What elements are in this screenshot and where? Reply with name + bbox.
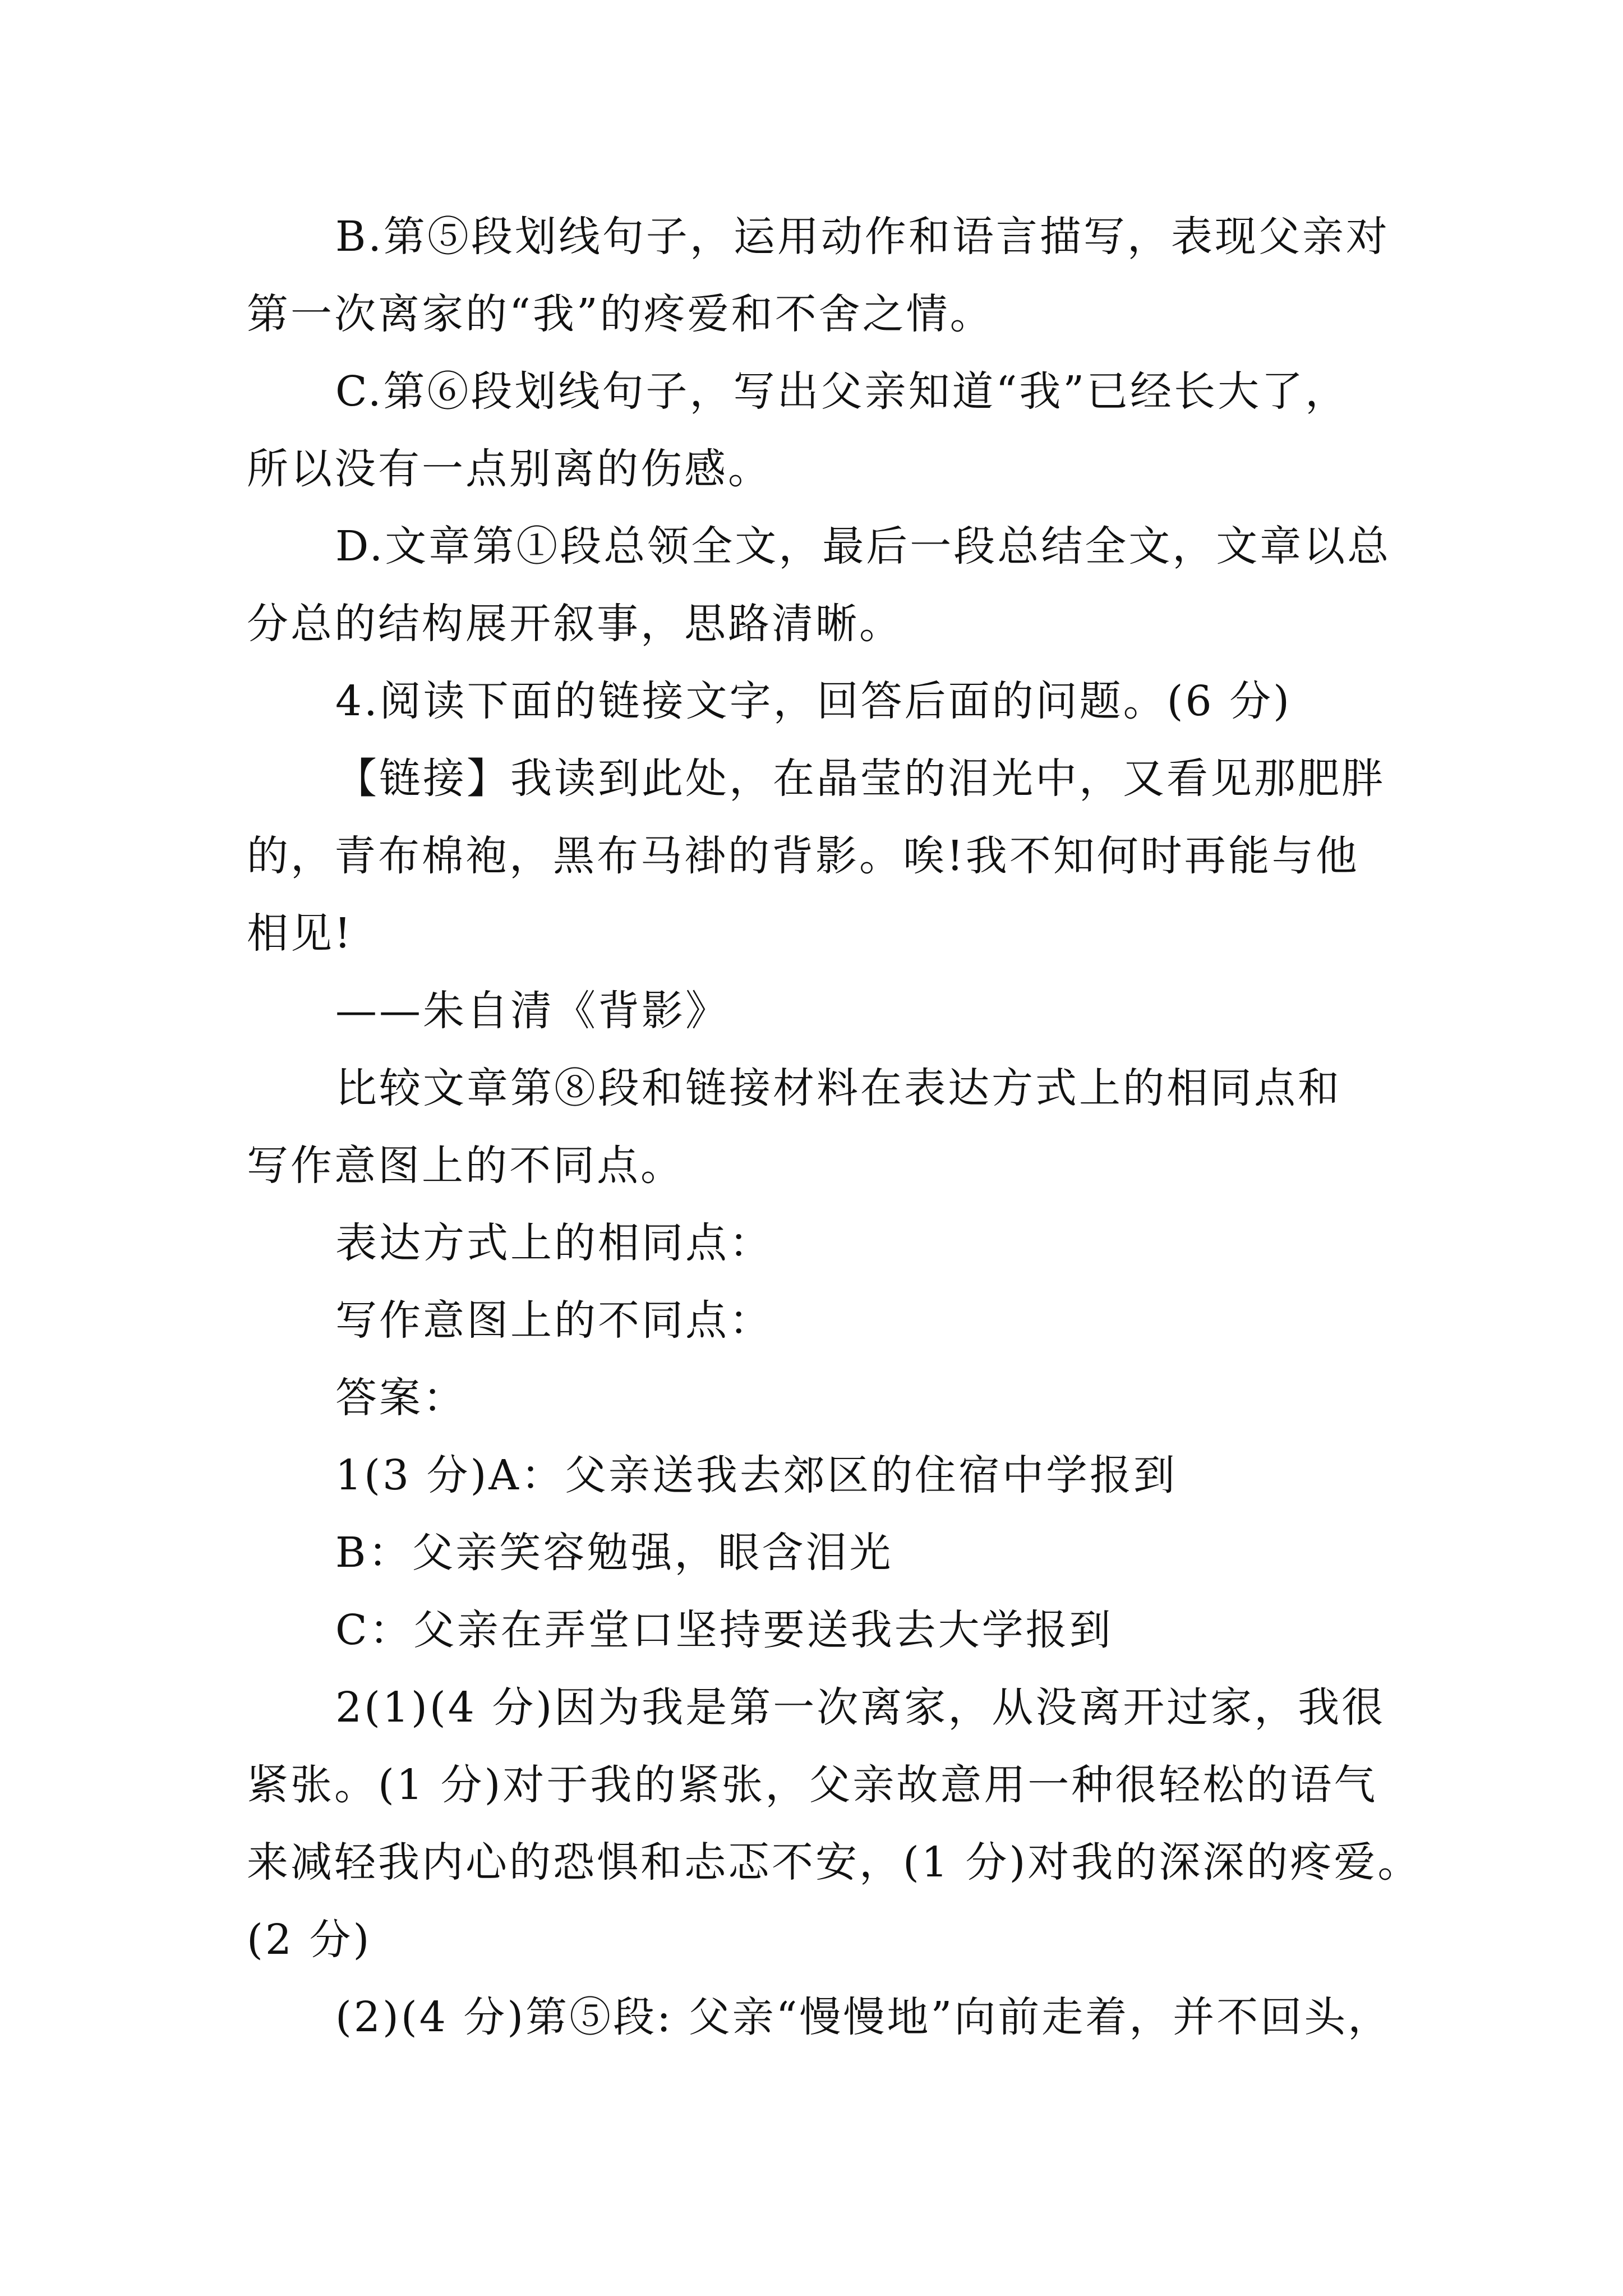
text-line: 4.阅读下面的链接文字，回答后面的问题。(6 分) xyxy=(335,677,1292,725)
text-line: 第一次离家的“我”的疼爱和不舍之情。 xyxy=(247,290,994,338)
text-line: 写作意图上的不同点。 xyxy=(247,1142,684,1190)
text-line: B.第⑤段划线句子，运用动作和语言描写，表现父亲对 xyxy=(335,213,1390,261)
text-line: 1(3 分)A：父亲送我去郊区的住宿中学报到 xyxy=(335,1451,1177,1499)
text-line: 所以没有一点别离的伤感。 xyxy=(247,445,772,493)
text-line: D.文章第①段总领全文，最后一段总结全文，文章以总 xyxy=(335,522,1391,570)
text-line: 紧张。(1 分)对于我的紧张，父亲故意用一种很轻松的语气 xyxy=(247,1761,1378,1809)
text-line: C.第⑥段划线句子，写出父亲知道“我”已经长大了， xyxy=(335,367,1349,416)
text-line: C：父亲在弄堂口坚持要送我去大学报到 xyxy=(335,1606,1113,1654)
text-line: 来减轻我内心的恐惧和忐忑不安，(1 分)对我的深深的疼爱。 xyxy=(247,1838,1422,1887)
text-line: 【链接】我读到此处，在晶莹的泪光中，又看见那肥胖 xyxy=(335,754,1385,803)
text-line: 表达方式上的相同点： xyxy=(335,1219,773,1267)
text-line: 写作意图上的不同点： xyxy=(335,1296,773,1345)
text-line: (2 分) xyxy=(247,1916,372,1964)
text-line: 答案： xyxy=(335,1374,467,1422)
text-line: 相见! xyxy=(247,909,353,958)
text-line: 2(1)(4 分)因为我是第一次离家，从没离开过家，我很 xyxy=(335,1683,1386,1732)
text-line: B：父亲笑容勉强，眼含泪光 xyxy=(335,1529,893,1577)
text-line: (2)(4 分)第⑤段: 父亲“慢慢地”向前走着，并不回头， xyxy=(335,1993,1392,2041)
text-line: ——朱自清《背影》 xyxy=(335,987,729,1035)
text-line: 分总的结构展开叙事，思路清晰。 xyxy=(247,600,903,648)
text-line: 比较文章第⑧段和链接材料在表达方式上的相同点和 xyxy=(335,1064,1341,1112)
text-line: 的，青布棉袍，黑布马褂的背影。唉!我不知何时再能与他 xyxy=(247,832,1359,880)
